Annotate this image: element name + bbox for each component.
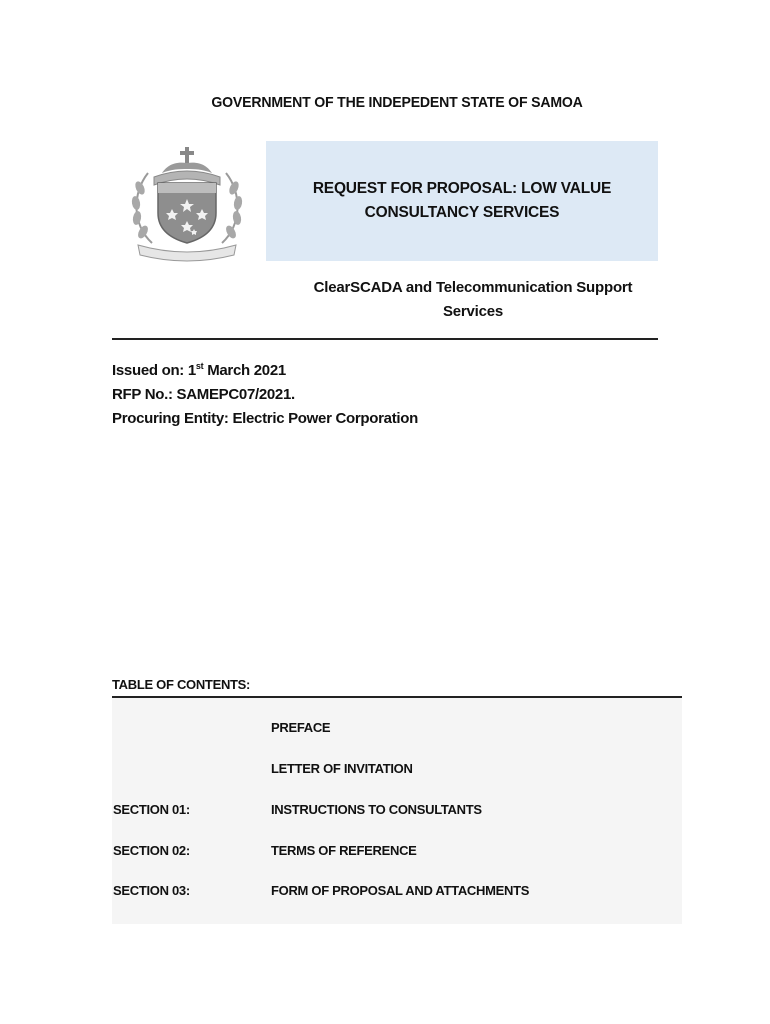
government-title: GOVERNMENT OF THE INDEPEDENT STATE OF SAMOA — [211, 94, 583, 111]
toc-entry-title: LETTER OF INVITATION — [271, 761, 413, 776]
toc-row — [112, 883, 682, 903]
procuring-entity: Procuring Entity: Electric Power Corporation — [112, 410, 419, 427]
rfp-number: RFP No.: SAMEPC07/2021. — [112, 386, 295, 403]
table-of-contents — [112, 698, 682, 924]
issued-on-date: March 2021 — [203, 362, 286, 379]
toc-row — [112, 843, 682, 863]
issued-on-label: Issued on: 1 — [112, 362, 196, 379]
toc-section-label: SECTION 03: — [113, 883, 190, 898]
subtitle-line-2: Services — [442, 303, 504, 320]
rfp-title-line-2: CONSULTANCY SERVICES — [364, 204, 560, 221]
issued-on-ordinal: st — [195, 361, 204, 371]
subtitle-line-1: ClearSCADA and Telecommunication Support — [313, 279, 633, 296]
samoa-coat-of-arms-icon — [128, 143, 246, 263]
document-meta — [112, 359, 418, 431]
toc-section-label: SECTION 01: — [113, 802, 190, 817]
toc-entry-title: PREFACE — [271, 720, 331, 735]
rfp-title-box — [266, 141, 658, 261]
toc-row — [112, 802, 682, 822]
toc-row — [112, 761, 682, 781]
title-divider — [112, 338, 658, 340]
project-subtitle — [290, 276, 656, 324]
toc-entry-title: INSTRUCTIONS TO CONSULTANTS — [271, 802, 482, 817]
toc-entry-title: TERMS OF REFERENCE — [271, 843, 417, 858]
toc-section-label: SECTION 02: — [113, 843, 190, 858]
issued-on — [112, 359, 418, 383]
toc-entry-title: FORM OF PROPOSAL AND ATTACHMENTS — [271, 883, 530, 898]
toc-heading: TABLE OF CONTENTS: — [112, 677, 251, 692]
toc-row — [112, 720, 682, 740]
rfp-title-line-1: REQUEST FOR PROPOSAL: LOW VALUE — [312, 180, 612, 197]
